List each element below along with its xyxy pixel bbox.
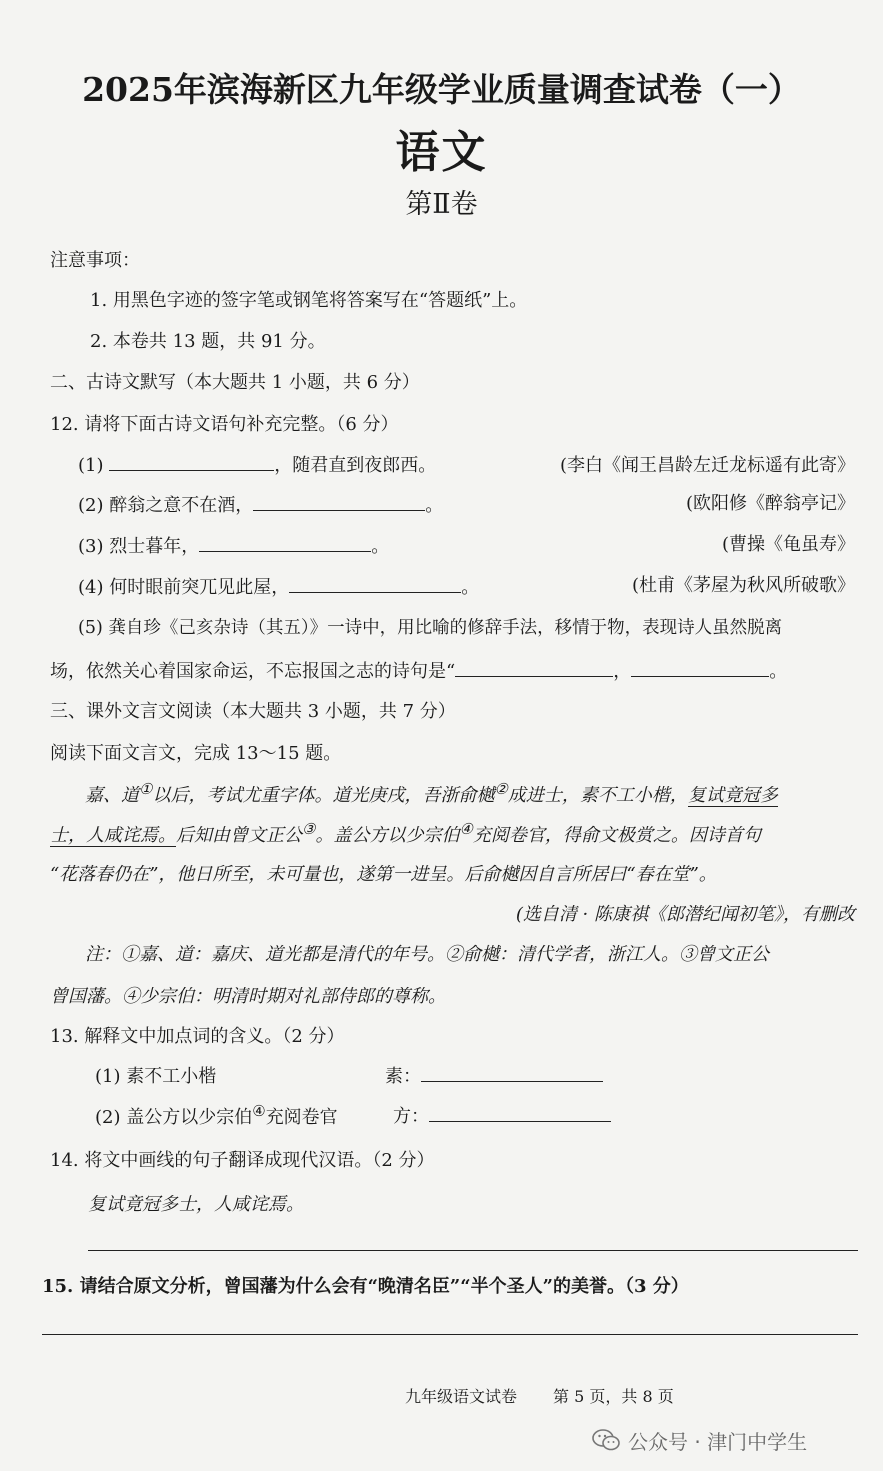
fill-item-4: (4) 何时眼前突兀见此屋， 。 xyxy=(78,577,480,598)
underlined-sentence: 士，人咸诧焉。 xyxy=(50,825,176,846)
q13-word-1: 素： xyxy=(385,1062,603,1088)
answer-line[interactable] xyxy=(42,1334,858,1335)
section3-heading: 三、课外文言文阅读（本大题共 3 小题，共 7 分） xyxy=(50,701,456,722)
q14-sentence: 复试竟冠多士，人咸诧焉。 xyxy=(88,1194,304,1215)
annotation-line-2: 曾国藩。④少宗伯：明清时期对礼部侍郎的尊称。 xyxy=(50,986,446,1007)
subject-title: 语文 xyxy=(395,127,488,178)
answer-blank[interactable] xyxy=(631,675,769,677)
underlined-sentence: 复试竟冠多 xyxy=(687,785,778,806)
fill-item-3: (3) 烈士暮年， 。 xyxy=(78,536,390,557)
question-13: 13. 解释文中加点词的含义。（2 分） xyxy=(50,1026,345,1047)
answer-blank[interactable] xyxy=(109,469,274,471)
source-4: (杜甫《茅屋为秋风所破歌》 xyxy=(631,575,855,596)
footer-label: 九年级语文试卷 xyxy=(405,1387,518,1406)
notes-heading: 注意事项： xyxy=(50,250,140,271)
reading-instruction: 阅读下面文言文，完成 13～15 题。 xyxy=(50,743,342,764)
passage-line-2: 士，人咸诧焉。后知由曾文正公③。盖公方以少宗伯④充阅卷官，得俞文极赏之。因诗首句 xyxy=(50,820,761,846)
wechat-icon xyxy=(592,1428,620,1452)
exam-title: 2025年滨海新区九年级学业质量调查试卷（一） xyxy=(82,70,801,109)
q13-word-2: 方： xyxy=(393,1102,611,1128)
answer-blank[interactable] xyxy=(429,1120,611,1122)
passage-source: (选自清 · 陈康祺《郎潜纪闻初笔》，有删改 xyxy=(515,904,855,925)
passage-line-3: “花落春仍在”，他日所至，未可量也，遂第一进呈。后俞樾因自言所居曰“春在堂”。 xyxy=(50,864,717,885)
source-2: (欧阳修《醉翁亭记》 xyxy=(685,493,855,514)
watermark-text: 公众号 · 津门中学生 xyxy=(628,1430,808,1454)
q13-item-1: (1) 素不工小楷 xyxy=(95,1066,217,1087)
answer-line[interactable] xyxy=(88,1250,858,1251)
fill-item-2: (2) 醉翁之意不在酒， 。 xyxy=(78,495,444,516)
source-3: (曹操《龟虽寿》 xyxy=(721,534,855,555)
question-12: 12. 请将下面古诗文语句补充完整。（6 分） xyxy=(50,414,399,435)
answer-blank[interactable] xyxy=(253,509,425,511)
source-1: (李白《闻王昌龄左迁龙标遥有此寄》 xyxy=(559,455,855,476)
fill-item-5-line2: 场，依然关心着国家命运，不忘报国之志的诗句是“ ， 。 xyxy=(50,661,788,682)
annotation-line-1: 注：①嘉、道：嘉庆、道光都是清代的年号。②俞樾：清代学者，浙江人。③曾文正公 xyxy=(85,944,769,965)
answer-blank[interactable] xyxy=(421,1080,603,1082)
volume-title: 第Ⅱ卷 xyxy=(405,189,478,220)
question-14: 14. 将文中画线的句子翻译成现代汉语。（2 分） xyxy=(50,1150,435,1171)
question-15: 15. 请结合原文分析，曾国藩为什么会有“晚清名臣”“半个圣人”的美誉。（3 分） xyxy=(42,1276,689,1297)
answer-blank[interactable] xyxy=(289,591,461,593)
section2-heading: 二、古诗文默写（本大题共 1 小题，共 6 分） xyxy=(50,372,420,393)
q13-item-2: (2) 盖公方以少宗伯④充阅卷官 xyxy=(95,1102,338,1128)
fill-item-1: (1) ，随君直到夜郎西。 xyxy=(78,455,437,476)
note-item-2: 2. 本卷共 13 题，共 91 分。 xyxy=(90,331,326,352)
passage-line-1: 嘉、道①以后，考试尤重字体。道光庚戌，吾浙俞樾②成进士，素不工小楷，复试竟冠多 xyxy=(85,780,778,806)
answer-blank[interactable] xyxy=(199,550,371,552)
footer-page: 第 5 页，共 8 页 xyxy=(553,1387,674,1406)
fill-item-5-line1: (5) 龚自珍《己亥杂诗（其五）》一诗中，用比喻的修辞手法，移情于物，表现诗人虽然脱离 xyxy=(78,618,783,638)
answer-blank[interactable] xyxy=(455,675,613,677)
note-item-1: 1. 用黑色字迹的签字笔或钢笔将答案写在“答题纸”上。 xyxy=(90,290,528,311)
